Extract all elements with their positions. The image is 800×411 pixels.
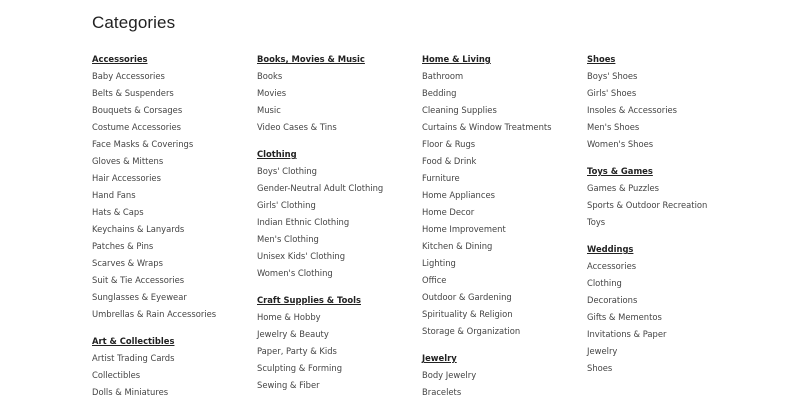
category-column	[92, 51, 257, 411]
subcategory-link[interactable]: Sports & Outdoor Recreation	[587, 200, 708, 210]
category-heading-clothing[interactable]: Clothing	[257, 149, 297, 159]
subcategory-link[interactable]: Baby Accessories	[92, 71, 165, 81]
subcategory-link[interactable]: Indian Ethnic Clothing	[257, 217, 350, 227]
subcategory-link[interactable]: Face Masks & Coverings	[92, 139, 194, 149]
subcategory-link[interactable]: Body Jewelry	[422, 370, 477, 380]
subcategory-link[interactable]: Insoles & Accessories	[587, 105, 678, 115]
subcategory-link[interactable]: Jewelry & Beauty	[257, 329, 329, 339]
subcategory-link[interactable]: Women's Shoes	[587, 139, 654, 149]
subcategory-link[interactable]: Sculpting & Forming	[257, 363, 343, 373]
subcategory-link[interactable]: Video Cases & Tins	[257, 122, 337, 132]
subcategory-link[interactable]: Spirituality & Religion	[422, 309, 513, 319]
subcategory-link[interactable]: Bathroom	[422, 71, 464, 81]
category-group-shoes	[587, 51, 752, 153]
subcategory-link[interactable]: Accessories	[587, 261, 637, 271]
subcategory-link[interactable]: Girls' Shoes	[587, 88, 637, 98]
category-heading-shoes[interactable]: Shoes	[587, 54, 616, 64]
subcategory-link[interactable]: Shoes	[587, 363, 613, 373]
category-group-clothing	[257, 146, 422, 282]
subcategory-link[interactable]: Artist Trading Cards	[92, 353, 175, 363]
category-heading-accessories[interactable]: Accessories	[92, 54, 148, 64]
subcategory-link[interactable]: Clothing	[587, 278, 622, 288]
subcategory-link[interactable]: Storage & Organization	[422, 326, 521, 336]
subcategory-link[interactable]: Women's Clothing	[257, 268, 333, 278]
subcategory-link[interactable]: Hand Fans	[92, 190, 136, 200]
subcategory-link[interactable]: Umbrellas & Rain Accessories	[92, 309, 217, 319]
subcategory-link[interactable]: Furniture	[422, 173, 460, 183]
subcategory-link[interactable]: Men's Shoes	[587, 122, 640, 132]
subcategory-link[interactable]: Movies	[257, 88, 287, 98]
category-group-weddings	[587, 241, 752, 377]
category-group-craft-supplies-tools	[257, 292, 422, 394]
subcategory-link[interactable]: Lighting	[422, 258, 456, 268]
subcategory-link[interactable]: Bedding	[422, 88, 457, 98]
subcategory-link[interactable]: Office	[422, 275, 447, 285]
category-column	[587, 51, 752, 411]
category-columns	[92, 51, 752, 411]
subcategory-link[interactable]: Patches & Pins	[92, 241, 154, 251]
category-column	[422, 51, 587, 411]
subcategory-link[interactable]: Home Decor	[422, 207, 475, 217]
category-group-jewelry	[422, 350, 587, 401]
subcategory-link[interactable]: Boys' Clothing	[257, 166, 317, 176]
page-title: Categories	[92, 13, 176, 32]
category-heading-jewelry[interactable]: Jewelry	[422, 353, 457, 363]
subcategory-link[interactable]: Hair Accessories	[92, 173, 161, 183]
subcategory-link[interactable]: Outdoor & Gardening	[422, 292, 512, 302]
category-heading-weddings[interactable]: Weddings	[587, 244, 634, 254]
subcategory-link[interactable]: Girls' Clothing	[257, 200, 316, 210]
subcategory-link[interactable]: Paper, Party & Kids	[257, 346, 337, 356]
subcategory-link[interactable]: Curtains & Window Treatments	[422, 122, 552, 132]
category-group-books-movies-music	[257, 51, 422, 136]
subcategory-link[interactable]: Jewelry	[587, 346, 618, 356]
subcategory-link[interactable]: Costume Accessories	[92, 122, 181, 132]
category-group-accessories	[92, 51, 257, 323]
subcategory-link[interactable]: Boys' Shoes	[587, 71, 638, 81]
subcategory-link[interactable]: Scarves & Wraps	[92, 258, 163, 268]
category-heading-craft-supplies-tools[interactable]: Craft Supplies & Tools	[257, 295, 361, 305]
subcategory-link[interactable]: Bouquets & Corsages	[92, 105, 183, 115]
subcategory-link[interactable]: Collectibles	[92, 370, 141, 380]
category-group-toys-games	[587, 163, 752, 231]
subcategory-link[interactable]: Gloves & Mittens	[92, 156, 164, 166]
category-heading-home-living[interactable]: Home & Living	[422, 54, 491, 64]
subcategory-link[interactable]: Music	[257, 105, 281, 115]
subcategory-link[interactable]: Home Appliances	[422, 190, 495, 200]
subcategory-link[interactable]: Hats & Caps	[92, 207, 144, 217]
subcategory-link[interactable]: Gender-Neutral Adult Clothing	[257, 183, 384, 193]
subcategory-link[interactable]: Toys	[587, 217, 606, 227]
subcategory-link[interactable]: Food & Drink	[422, 156, 477, 166]
subcategory-link[interactable]: Keychains & Lanyards	[92, 224, 185, 234]
category-heading-toys-games[interactable]: Toys & Games	[587, 166, 653, 176]
subcategory-link[interactable]: Unisex Kids' Clothing	[257, 251, 346, 261]
subcategory-link[interactable]: Invitations & Paper	[587, 329, 667, 339]
category-group-art-collectibles	[92, 333, 257, 401]
subcategory-link[interactable]: Kitchen & Dining	[422, 241, 493, 251]
subcategory-link[interactable]: Floor & Rugs	[422, 139, 476, 149]
subcategory-link[interactable]: Suit & Tie Accessories	[92, 275, 185, 285]
subcategory-link[interactable]: Cleaning Supplies	[422, 105, 497, 115]
subcategory-link[interactable]: Decorations	[587, 295, 638, 305]
subcategory-link[interactable]: Men's Clothing	[257, 234, 319, 244]
subcategory-link[interactable]: Sewing & Fiber	[257, 380, 320, 390]
subcategory-link[interactable]: Home & Hobby	[257, 312, 321, 322]
subcategory-link[interactable]: Sunglasses & Eyewear	[92, 292, 187, 302]
subcategory-link[interactable]: Home Improvement	[422, 224, 506, 234]
category-heading-books-movies-music[interactable]: Books, Movies & Music	[257, 54, 365, 64]
subcategory-link[interactable]: Belts & Suspenders	[92, 88, 174, 98]
subcategory-link[interactable]: Books	[257, 71, 283, 81]
subcategory-link[interactable]: Bracelets	[422, 387, 462, 397]
category-group-home-living	[422, 51, 587, 340]
category-column	[257, 51, 422, 411]
category-heading-art-collectibles[interactable]: Art & Collectibles	[92, 336, 175, 346]
subcategory-link[interactable]: Dolls & Miniatures	[92, 387, 169, 397]
subcategory-link[interactable]: Gifts & Mementos	[587, 312, 662, 322]
subcategory-link[interactable]: Games & Puzzles	[587, 183, 659, 193]
